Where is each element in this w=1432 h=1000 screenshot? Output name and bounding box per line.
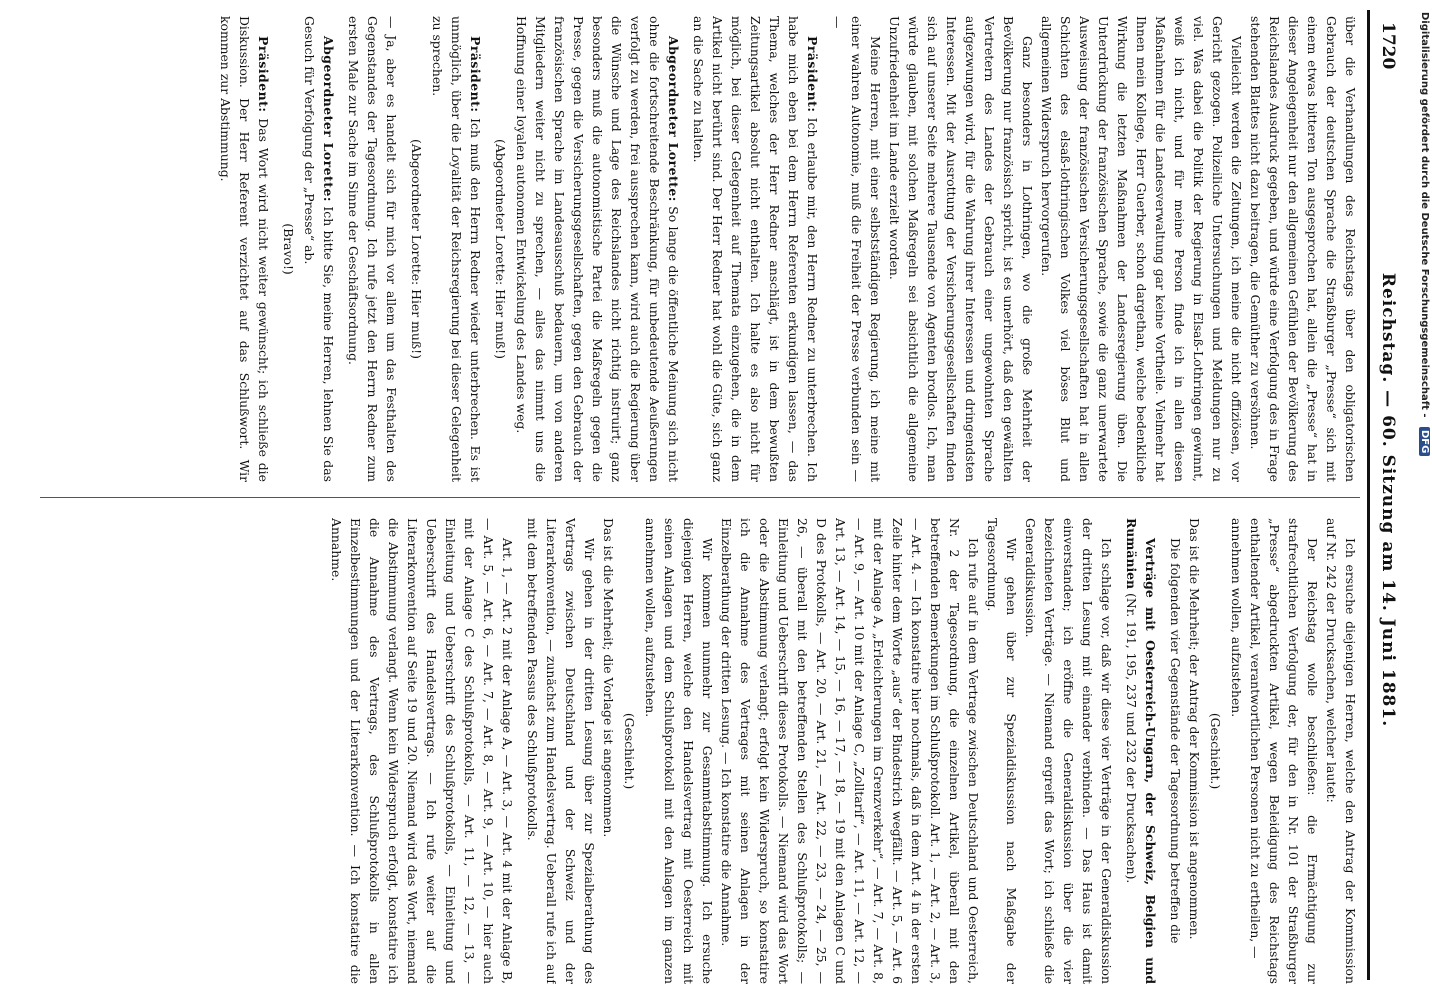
right-column-paragraph [717,518,983,984]
left-column-paragraph [885,16,1037,482]
right-column-paragraph [1122,518,1160,984]
left-column-stage-direction [407,16,426,482]
left-column-paragraph [428,16,485,482]
paragraph-text: (Nr. 191, 195, 237 und 232 der Drucksachen). [1124,593,1139,884]
paragraph-text: (Geschieht.) [1208,712,1223,790]
paragraph-text: Wir gehen über zur Spezialdiskussion nach Maßgabe der Tagesordnung. [985,518,1019,984]
left-column-paragraph [512,16,683,482]
left-column-stage-direction [491,16,510,482]
right-column-paragraph [1227,518,1246,984]
right-column-paragraph [1166,518,1185,984]
paragraph-text: Vielleicht werden die Zeitungen, ich meine die nicht offiziösen, vor Gericht gezogen. Polizeiliche Untersuchungen und Meldungen nur zu viel. Was dabei die Politik der Regierung in Elsaß-Lothringen gewinnt, weiß ich nicht, und für meine Person finde ich in allen diesen Maßnahmen für die Landesverwaltung gar keine Vortheile. Vielmehr hat Ihnen mein Kollege, Herr Guerber, schon dargethan, welche bedenkliche Wirkung die letzten Maßnahmen der Landesregierung üben. Die Unterdrückung der französischen Sprache, sowie die ganz unerwartete Ausweisung der französischen Versicherungsgesellschaften hat in allen Schichten des elsaß-lothringischen Volkes viel böses Blut und allgemeinen Widerspruch hervorgerufen. [1039,16,1244,482]
dfg-credit-text: Digitalisierung gefördert durch die Deutsche Forschungsgemeinschaft - [1419,12,1430,418]
right-column-paragraph [1185,518,1204,984]
left-column-paragraph [828,16,885,482]
paragraph-text: Ich erlaube mir, den Herrn Redner zu unterbrechen. Ich habe mich eben bei dem Herrn Referenten erkundigen lassen, — das Thema, welches der Herr Redner anschlägt, ist in dem bewußten Zeitungsartikel absolut nicht enthalten. Ich halte es also nicht für möglich, bei dieser Gelegenheit auf Themata einzugehen, die in dem Artikel nicht berührt sind. Der Herr Redner hat wohl die Güte, sich ganz an die Sache zu halten. [691,16,820,482]
paragraph-text: Wir kommen nunmehr zur Gesammtabstimmung. Ich ersuche diejenigen Herren, welche den Handelsvertrag mit Oesterreich mit seinen Anlagen und dem Schlußprotokoll mit den Anlagen im ganzen annehmen wollen, aufzustehen. [643,518,715,984]
left-column-paragraph [1246,16,1360,482]
section-heading: Verträge mit Oesterreich-Ungarn, der Schweiz, Belgien und Rumänien [1124,518,1158,984]
paragraph-text: (Abgeordneter Lorette: Hier muß!) [493,139,508,359]
right-column-paragraph [1246,518,1322,984]
paragraph-text: (Abgeordneter Lorette: Hier muß!) [409,139,424,359]
speaker-name: Präsident: [468,36,483,113]
paragraph-text: So lange die öffentliche Meinung sich nicht ohne die fortschreitende Beschränkung, für unbedeutende Aeußerungen verfolgt zu werden, frei aussprechen kann, wird auch die Regierung über die Wünsche und Lage des Reichslandes nicht richtig instruirt; ganz besonders muß die autonomistische Partei die Maßregeln gegen die Presse, gegen die Versicherungsgesellschaften, gegen den Gebrauch der französischen Sprache im Landesausschuß bedauern, um von anderen Mitgliedern weiter nicht zu sprechen, — alles das nimmt uns die Hoffnung einer loyalen autonomen Entwickelung des Landes weg. [514,16,681,482]
right-column-paragraph [599,518,618,984]
left-column-paragraph [1037,16,1246,482]
right-column-stage-direction [620,518,639,984]
left-column-paragraph [344,16,401,482]
right-column-paragraph [983,518,1021,984]
speaker-name: Abgeordneter Lorette: [321,36,336,202]
left-column-paragraph [300,16,338,482]
paragraph-text: Meine Herren, mit einer selbstständigen Regierung, ich meine mit einer wahren Autonomie, muß die Freiheit der Presse verbunden sein — — [830,16,883,482]
paragraph-text: Ich rufe auf in dem Vertrage zwischen Deutschland und Oesterreich, Nr. 2 der Tagesordnung, die einzelnen Artikel, überall mit den betreffenden Bemerkungen im Schlußprotokoll. Art. 1, — Art. 2, — Art. 3, — Art. 4. — Ich konstatire hier nochmals, daß in dem Art. 4 in der ersten Zeile hinter dem Worte „aus“ der Bindestrich wegfällt. — Art. 5, — Art. 6 mit der Anlage A, „Erleichterungen im Grenzverkehr“, — Art. 7, — Art. 8, — Art. 9, — Art. 10 mit der Anlage C, „Zolltarif“, — Art. 11, — Art. 12, — Art. 13, — Art. 14, — 15, — 16, — 17, — 18, — 19 mit den Anlagen C und D des Protokolls, — Art. 20, — Art. 21, — Art. 22, — 23, — 24, — 25, — 26, — überall mit den betreffenden Stellen des Schlußprotokolls; — Einleitung und Ueberschrift dieses Protokolls. — Niemand wird das Wort oder die Abstimmung verlangt; erfolgt kein Widerspruch, so konstatire ich die Annahme des Vertrages mit seinen Anlagen in der Einzelberathung der dritten Lesung. — Ich konstatire die Annahme. [719,518,981,984]
right-column-paragraph [1322,518,1360,984]
paragraph-text: Das ist die Mehrheit; die Vorlage ist angenommen. [601,518,616,838]
left-column-paragraph [689,16,822,482]
paragraph-text: (Geschieht.) [622,712,637,790]
speaker-name: Präsident: [256,36,271,113]
running-head-title: Reichstag. — 60. Sitzung am 14. Juni 1881. [1378,272,1398,728]
speaker-name: Abgeordneter Lorette: [666,36,681,202]
right-column [34,518,1360,984]
right-column-paragraph [327,518,517,984]
left-column-stage-direction [279,16,298,482]
paragraph-text: Wir gehen in der dritten Lesung über zur Spezialberathung des Vertrags zwischen Deutschland und der Schweiz und der Literarkonvention, — zunächst zum Handelsvertrag. Ueberall rufe ich auf mit dem betreffenden Passus des Schlußprotokolls. [525,518,597,984]
paragraph-text: Das Wort wird nicht weiter gewünscht; ich schließe die Diskussion. Der Herr Referent verzichtet auf das Schlußwort. Wir kommen zur Abstimmung. [218,16,271,482]
column-divider [40,497,1360,498]
left-column-paragraph [216,16,273,482]
right-column-paragraph [641,518,717,984]
paragraph-text: Art. 1, — Art. 2 mit der Anlage A, — Art. 3, — Art. 4 mit der Anlage B, — Art. 5, — Art. 6, — Art. 7, — Art. 8, — Art. 9, — Art. 10, — hier auch mit der Anlage C des Schlußprotokolls, — Art. 11, — 12, — 13, — Einleitung und Ueberschrift des Schlußprotokolls, — Einleitung und Ueberschrift des Handelsvertrags. — Ich rufe weiter auf die Literarkonvention auf Seite 19 und 20. Niemand wird das Wort, niemand die Abstimmung verlangt. Wenn kein Widerspruch erfolgt, konstatire ich die Annahme des Vertrags, des Schlußprotokolls in allen Einzelbestimmungen und der Literarkonvention. — Ich konstatire die Annahme. [329,518,515,984]
paragraph-text: Die folgenden vier Gegenstände der Tagesordnung betreffen die [1168,538,1183,944]
paragraph-text: annehmen wollen, aufzustehen. [1229,518,1244,718]
paragraph-text: Ich muß den Herrn Redner wieder unterbrechen. Es ist unmöglich, über die Loyalität der Reichsregierung bei dieser Gelegenheit zu sprechen. [430,16,483,482]
paragraph-text: Ganz besonders in Lothringen, wo die große Mehrheit der Bevölkerung nur französisch spricht, ist es unerhört, daß den gewählten Vertretern des Landes der Gebrauch einer ungewohnten Sprache aufgezwungen wird, für die Wahrung ihrer Interessen und dringendsten Interessen. Mit der Ausrottung der Versicherungsgesellschaften finden sich auf unserer Seite mehrere Tausende von Agenten brodlos. Ich, man würde glauben, mit solchen Maßregeln sei absichtlich die allgemeine Unzufriedenheit im Lande erzielt worden. [887,16,1035,482]
header-rule [1367,10,1370,980]
right-column-paragraph [1021,518,1116,984]
paragraph-text: Das ist die Mehrheit; der Antrag der Kommission ist angenommen. [1187,518,1202,940]
rotated-page-content [20,0,1410,1000]
running-head [1368,22,1402,978]
paragraph-text: über die Verhandlungen des Reichstags über den obligatorischen Gebrauch der deutschen Sprache die Straßburger „Presse“ sich mit einem etwas bitteren Ton ausgesprochen hat, allein die „Presse“ hat in dieser Angelegenheit nur den allgemeinen Gefühlen der Bevölkerung des Reichslandes Ausdruck gegeben, und würde eine Verfolgung des in Frage stehenden Blattes nicht dazu beitragen, die Gemüther zu versöhnen. [1248,16,1358,482]
paragraph-text: Ich bitte Sie, meine Herren, lehnen Sie das Gesuch für Verfolgung der „Presse“ ab. [302,16,336,482]
paragraph-text: Ich schlage vor, daß wir diese vier Verträge in der Generaldiskussion der dritten Lesung mit einander verbinden. — Das Haus ist damit einverstanden; ich eröffne die Generaldiskussion über die vier bezeichneten Verträge. — Niemand ergreift das Wort; ich schließe die Generaldiskussion. [1023,518,1114,984]
dfg-logo: DFG [1419,427,1430,456]
paragraph-text: (Bravo!) [281,223,296,275]
paragraph-text: Der Reichstag wolle beschließen: die Ermächtigung zur strafrechtlichen Verfolgung der, für den in Nr. 101 der Straßburger „Presse“ abgedruckten Artikel, wegen Beleidigung des Reichstags enthaltender Artikel, verantwortlichen Personen nicht zu ertheilen, — [1248,518,1320,984]
paragraph-text: — Ja, aber es handelt sich für mich vor allem um das Festhalten des Gegenstandes der Tagesordnung. Ich rufe jetzt den Herrn Redner zum ersten Male zur Sache im Sinne der Geschäftsordnung. [346,16,399,482]
dfg-credit [1419,12,1430,456]
page-number: 1720 [1378,22,1398,70]
right-column-stage-direction [1206,518,1225,984]
speaker-name: Präsident: [805,36,820,113]
paragraph-text: Ich ersuche diejenigen Herren, welche den Antrag der Kommission auf Nr. 242 der Drucksachen, welcher lautet: [1324,518,1358,984]
right-column-paragraph [523,518,599,984]
dfg-credit-strip [1406,0,1430,1000]
left-column [34,16,1360,482]
